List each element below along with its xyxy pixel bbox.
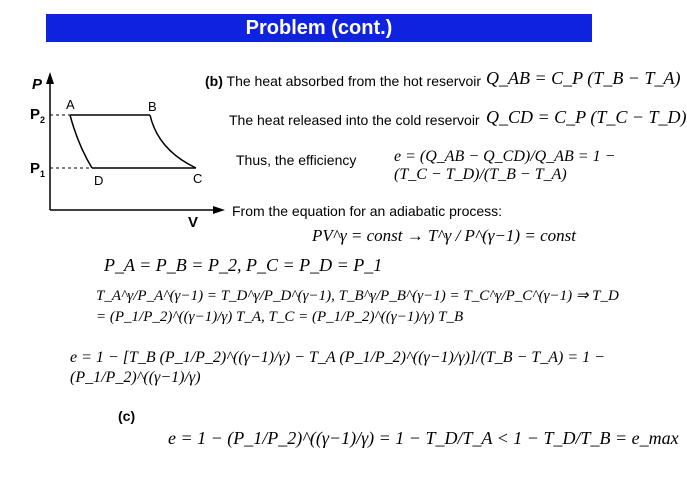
qcd-equation: Q_CD = C_P (T_C − T_D) (486, 107, 687, 127)
part-b-label: (b) (205, 73, 223, 89)
point-b-label: B (148, 99, 157, 114)
efficiency-line: Thus, the efficiency (236, 152, 357, 168)
adiabatic-line: From the equation for an adiabatic process: (232, 203, 503, 219)
part-c-label: (c) (118, 408, 136, 424)
point-d-label: D (94, 173, 104, 188)
adiabatic-equation: PV^γ = const → T^γ / P^(γ−1) = const (312, 226, 576, 245)
point-a-label: A (66, 97, 75, 112)
point-c-label: C (193, 171, 203, 186)
qab-equation: Q_AB = C_P (T_B − T_A) (486, 68, 681, 88)
efficiency-long-equation: e = 1 − [T_B (P_1/P_2)^((γ−1)/γ) − T_A (P_1/P_2)^((γ−1)/γ)]/(T_B − T_A) = 1 − (P_1/P_2)^((γ−1)/γ) (70, 349, 605, 386)
heat-absorbed-line: (b) The heat absorbed from the hot reservoir (205, 73, 481, 89)
curve-bc (150, 115, 196, 168)
heat-released-line: The heat released into the cold reservoir (229, 112, 480, 128)
curve-da (70, 115, 92, 168)
pressure-equation: P_A = P_B = P_2, P_C = P_D = P_1 (104, 255, 383, 275)
temperature-ratio-equation: T_A^γ/P_A^(γ−1) = T_D^γ/P_D^(γ−1), T_B^γ/P_B^(γ−1) = T_C^γ/P_C^(γ−1) ⇒ T_D = (P_1/P_2)^((γ−1)/γ) T_A, T_C = (P_1/P_2)^((γ−1)/γ) T_B (96, 288, 619, 325)
x-axis-arrow (213, 206, 225, 214)
efficiency-equation: e = (Q_AB − Q_CD)/Q_AB = 1 − (T_C − T_D)/(T_B − T_A) (394, 148, 616, 183)
x-axis-label: V (188, 214, 199, 231)
y-axis-label: P (32, 76, 43, 93)
page-title: Problem (cont.) (46, 14, 592, 42)
p2-label: $P_2$ (30, 106, 46, 125)
y-axis-arrow (46, 72, 54, 84)
part-c-equation: e = 1 − (P_1/P_2)^((γ−1)/γ) = 1 − T_D/T_A < 1 − T_D/T_B = e_max (168, 428, 679, 448)
p1-label: $P_1$ (30, 160, 46, 179)
